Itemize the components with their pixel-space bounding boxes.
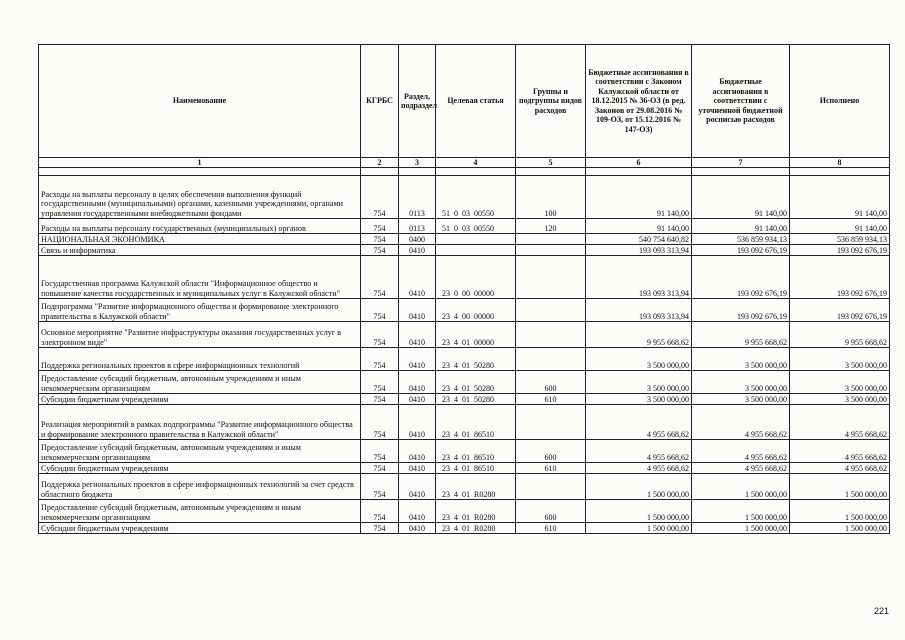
row-kgrbs: 754: [361, 234, 399, 245]
row-group: 120: [516, 219, 586, 234]
row-group: 600: [516, 440, 586, 463]
row-appropriation-law: 9 955 668,62: [586, 322, 692, 348]
row-executed: 91 140,00: [790, 219, 890, 234]
row-name: НАЦИОНАЛЬНАЯ ЭКОНОМИКА: [39, 234, 361, 245]
header-appropriations-law: Бюджетные ассигнования в соответствии с Законом Калужской области от 18.12.2015 № 36-ОЗ (в ред. Законов от 29.08.2016 № 109-ОЗ, от 15.12.2016 № 147-ОЗ): [586, 45, 692, 158]
row-kgrbs: 754: [361, 176, 399, 219]
row-name: Реализация мероприятий в рамках подпрограммы "Развитие информационного общества и формирование электронного правительства в Калужской области": [39, 405, 361, 440]
column-number: 7: [692, 158, 790, 168]
row-section: 0410: [399, 474, 436, 500]
row-appropriation-refined: 193 092 676,19: [692, 245, 790, 256]
row-kgrbs: 754: [361, 256, 399, 299]
row-target: 23 4 01 R0280: [436, 500, 516, 523]
table-row: [39, 371, 890, 394]
row-executed: 193 092 676,19: [790, 256, 890, 299]
table-row: [39, 474, 890, 500]
header-name: Наименование: [39, 45, 361, 158]
column-number: 5: [516, 158, 586, 168]
row-name: Предоставление субсидий бюджетным, автономным учреждениям и иным некоммерческим организациям: [39, 440, 361, 463]
row-target: 23 4 01 00000: [436, 322, 516, 348]
table-row: [39, 440, 890, 463]
row-group: [516, 474, 586, 500]
row-appropriation-refined: 4 955 668,62: [692, 463, 790, 474]
header-appropriations-refined: Бюджетные ассигнования в соответствии с уточненной бюджетной росписью расходов: [692, 45, 790, 158]
row-appropriation-refined: 1 500 000,00: [692, 474, 790, 500]
header-executed: Исполнено: [790, 45, 890, 158]
row-appropriation-law: 91 140,00: [586, 219, 692, 234]
row-name: Предоставление субсидий бюджетным, автономным учреждениям и иным некоммерческим организациям: [39, 500, 361, 523]
row-section: 0410: [399, 245, 436, 256]
row-appropriation-refined: 4 955 668,62: [692, 405, 790, 440]
row-appropriation-law: 91 140,00: [586, 176, 692, 219]
row-name: Связь и информатика: [39, 245, 361, 256]
row-section: 0410: [399, 256, 436, 299]
row-kgrbs: 754: [361, 463, 399, 474]
row-kgrbs: 754: [361, 405, 399, 440]
header-groups: Группы и подгруппы видов расходов: [516, 45, 586, 158]
row-name: Субсидии бюджетным учреждениям: [39, 463, 361, 474]
row-section: 0410: [399, 440, 436, 463]
row-group: [516, 348, 586, 371]
table-row: [39, 299, 890, 322]
row-target: 23 4 01 50280: [436, 348, 516, 371]
column-number: 2: [361, 158, 399, 168]
column-number: 8: [790, 158, 890, 168]
row-appropriation-law: 3 500 000,00: [586, 371, 692, 394]
row-name: Расходы на выплаты персоналу государственных (муниципальных) органов: [39, 219, 361, 234]
row-section: 0410: [399, 322, 436, 348]
row-executed: 536 859 934,13: [790, 234, 890, 245]
column-number: 6: [586, 158, 692, 168]
row-appropriation-law: 4 955 668,62: [586, 405, 692, 440]
row-section: 0400: [399, 234, 436, 245]
header-kgrbs: КГРБС: [361, 45, 399, 158]
row-appropriation-law: 193 093 313,94: [586, 256, 692, 299]
row-appropriation-refined: 9 955 668,62: [692, 322, 790, 348]
row-executed: 193 092 676,19: [790, 299, 890, 322]
row-section: 0410: [399, 500, 436, 523]
row-target: 23 4 01 R0280: [436, 523, 516, 534]
row-name: Основное мероприятие "Развитие инфраструктуры оказания государственных услуг в электронном виде": [39, 322, 361, 348]
row-section: 0410: [399, 299, 436, 322]
row-appropriation-law: 193 093 313,94: [586, 299, 692, 322]
row-target: [436, 245, 516, 256]
row-target: 23 4 01 50280: [436, 371, 516, 394]
row-kgrbs: 754: [361, 474, 399, 500]
column-number: 1: [39, 158, 361, 168]
table-row: [39, 234, 890, 245]
row-kgrbs: 754: [361, 348, 399, 371]
row-section: 0410: [399, 463, 436, 474]
row-kgrbs: 754: [361, 440, 399, 463]
spacer-row: [39, 168, 890, 176]
row-target: 51 0 03 00550: [436, 176, 516, 219]
table-row: [39, 463, 890, 474]
row-section: 0410: [399, 394, 436, 405]
row-kgrbs: 754: [361, 219, 399, 234]
column-number: 3: [399, 158, 436, 168]
row-name: Поддержка региональных проектов в сфере информационных технологий: [39, 348, 361, 371]
row-name: Субсидии бюджетным учреждениям: [39, 394, 361, 405]
row-appropriation-law: 3 500 000,00: [586, 348, 692, 371]
row-appropriation-refined: 91 140,00: [692, 219, 790, 234]
row-executed: 91 140,00: [790, 176, 890, 219]
row-executed: 193 092 676,19: [790, 245, 890, 256]
row-target: 23 4 00 00000: [436, 299, 516, 322]
row-name: Государственная программа Калужской области "Информационное общество и повышение качества государственных и муниципальных услуг в Калужской области": [39, 256, 361, 299]
row-section: 0410: [399, 371, 436, 394]
row-group: [516, 322, 586, 348]
row-appropriation-law: 1 500 000,00: [586, 474, 692, 500]
table-row: [39, 245, 890, 256]
row-target: 23 4 01 50280: [436, 394, 516, 405]
row-executed: 1 500 000,00: [790, 523, 890, 534]
row-group: [516, 405, 586, 440]
row-kgrbs: 754: [361, 394, 399, 405]
row-appropriation-law: 3 500 000,00: [586, 394, 692, 405]
table-row: [39, 219, 890, 234]
row-appropriation-refined: 193 092 676,19: [692, 256, 790, 299]
row-group: [516, 299, 586, 322]
row-kgrbs: 754: [361, 322, 399, 348]
row-section: 0113: [399, 219, 436, 234]
table-row: [39, 348, 890, 371]
row-kgrbs: 754: [361, 299, 399, 322]
table-row: [39, 500, 890, 523]
row-section: 0410: [399, 405, 436, 440]
row-kgrbs: 754: [361, 245, 399, 256]
row-executed: 3 500 000,00: [790, 371, 890, 394]
row-kgrbs: 754: [361, 523, 399, 534]
row-executed: 9 955 668,62: [790, 322, 890, 348]
row-executed: 4 955 668,62: [790, 440, 890, 463]
column-number: 4: [436, 158, 516, 168]
row-target: 23 4 01 86510: [436, 463, 516, 474]
row-group: 600: [516, 371, 586, 394]
row-kgrbs: 754: [361, 371, 399, 394]
row-appropriation-law: 4 955 668,62: [586, 440, 692, 463]
table-row: [39, 176, 890, 219]
row-name: Расходы на выплаты персоналу в целях обеспечения выполнения функций государственными (муниципальными) органами, казенными учреждениями, органами управления государственными внебюджетными фондами: [39, 176, 361, 219]
table-body: [39, 168, 890, 534]
table-row: [39, 322, 890, 348]
row-executed: 4 955 668,62: [790, 405, 890, 440]
row-group: [516, 256, 586, 299]
row-appropriation-law: 1 500 000,00: [586, 500, 692, 523]
row-group: 610: [516, 463, 586, 474]
row-appropriation-law: 540 754 640,82: [586, 234, 692, 245]
row-appropriation-law: 193 093 313,94: [586, 245, 692, 256]
row-section: 0113: [399, 176, 436, 219]
row-name: Подпрограмма "Развитие информационного общества и формирование электронного правительства в Калужской области": [39, 299, 361, 322]
row-target: 23 0 00 00000: [436, 256, 516, 299]
row-executed: 3 500 000,00: [790, 348, 890, 371]
column-number-row: [39, 158, 890, 168]
row-executed: 1 500 000,00: [790, 474, 890, 500]
header-row: [39, 45, 890, 158]
row-group: [516, 245, 586, 256]
row-appropriation-refined: 193 092 676,19: [692, 299, 790, 322]
row-name: Поддержка региональных проектов в сфере информационных технологий за счет средств областного бюджета: [39, 474, 361, 500]
table-row: [39, 394, 890, 405]
row-appropriation-refined: 1 500 000,00: [692, 523, 790, 534]
table-row: [39, 523, 890, 534]
row-target: 23 4 01 86510: [436, 440, 516, 463]
row-name: Субсидии бюджетным учреждениям: [39, 523, 361, 534]
header-target: Целевая статья: [436, 45, 516, 158]
row-target: 23 4 01 86510: [436, 405, 516, 440]
row-executed: 1 500 000,00: [790, 500, 890, 523]
row-section: 0410: [399, 348, 436, 371]
row-appropriation-refined: 1 500 000,00: [692, 500, 790, 523]
page-number: 221: [873, 606, 889, 616]
table-row: [39, 405, 890, 440]
row-executed: 4 955 668,62: [790, 463, 890, 474]
row-appropriation-refined: 3 500 000,00: [692, 371, 790, 394]
row-appropriation-law: 1 500 000,00: [586, 523, 692, 534]
header-section: Раздел, подраздел: [399, 45, 436, 158]
budget-table: [38, 44, 890, 534]
row-target: 23 4 01 R0280: [436, 474, 516, 500]
row-name: Предоставление субсидий бюджетным, автономным учреждениям и иным некоммерческим организациям: [39, 371, 361, 394]
table-row: [39, 256, 890, 299]
row-appropriation-law: 4 955 668,62: [586, 463, 692, 474]
row-target: 51 0 03 00550: [436, 219, 516, 234]
row-appropriation-refined: 3 500 000,00: [692, 394, 790, 405]
row-group: 100: [516, 176, 586, 219]
row-executed: 3 500 000,00: [790, 394, 890, 405]
row-section: 0410: [399, 523, 436, 534]
row-appropriation-refined: 91 140,00: [692, 176, 790, 219]
row-group: [516, 234, 586, 245]
row-appropriation-refined: 3 500 000,00: [692, 348, 790, 371]
row-group: 610: [516, 523, 586, 534]
row-kgrbs: 754: [361, 500, 399, 523]
row-group: 610: [516, 394, 586, 405]
row-appropriation-refined: 4 955 668,62: [692, 440, 790, 463]
row-target: [436, 234, 516, 245]
row-appropriation-refined: 536 859 934,13: [692, 234, 790, 245]
row-group: 600: [516, 500, 586, 523]
